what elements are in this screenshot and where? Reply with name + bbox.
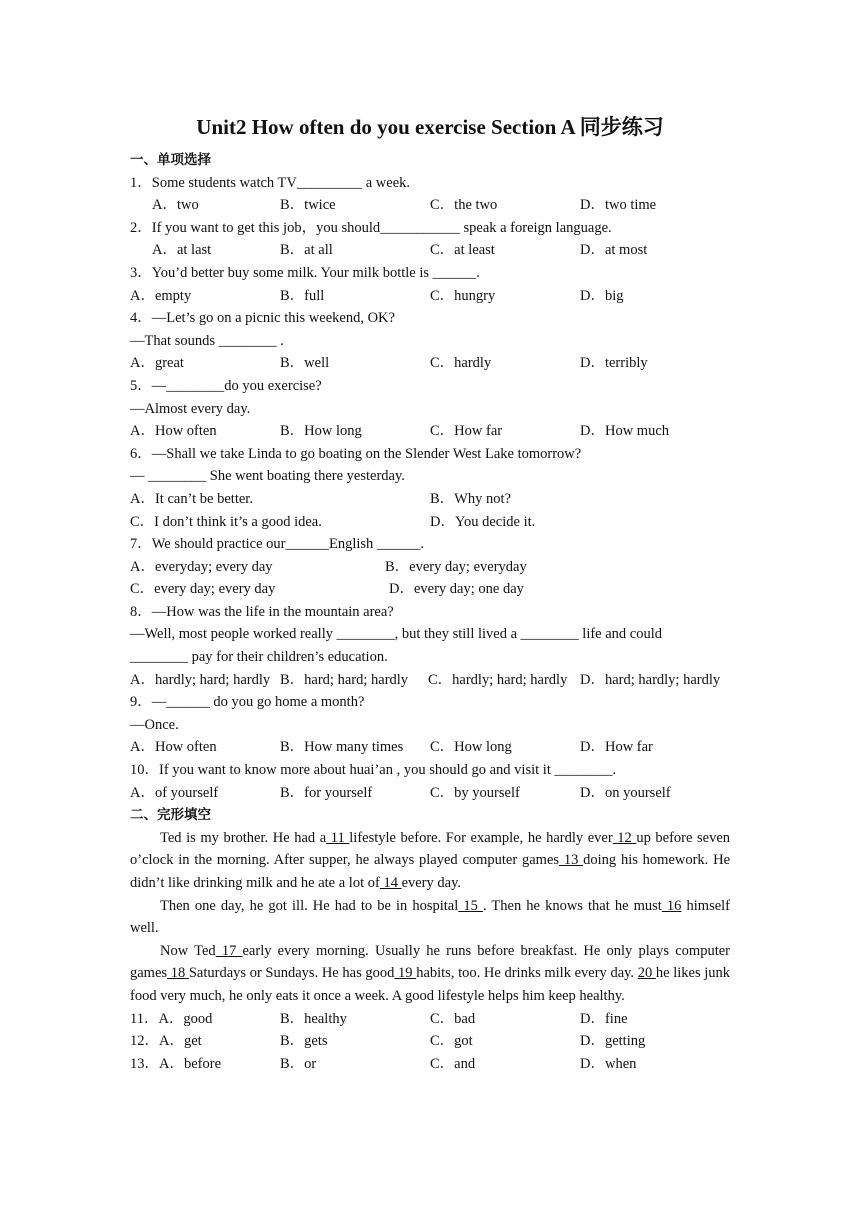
passage-text: Ted is my brother. He had a [160, 829, 327, 846]
option: A．empty [130, 287, 192, 304]
option: B．at all [280, 242, 333, 259]
blank-18: 18 [167, 965, 189, 982]
question-7-options-row2 [130, 578, 730, 601]
question-9-response: —Once. [130, 716, 179, 733]
page-title: Unit2 How often do you exercise Section A 同步练习 [196, 115, 664, 139]
document-body [130, 149, 730, 1075]
option: C．every day; every day [130, 581, 276, 598]
question-6-options-row1 [130, 488, 730, 511]
blank-16: 16 [661, 897, 682, 914]
option: C．hardly; hard; hardly [428, 671, 568, 688]
question-2-options [130, 239, 730, 262]
option: D．How far [580, 739, 653, 756]
cloze-paragraph-3 [130, 940, 730, 1008]
passage-text: habits, too. He drinks milk every day. [416, 965, 638, 982]
option: B．twice [280, 197, 336, 214]
blank-12: 12 [612, 829, 637, 846]
option: C．How far [430, 423, 503, 440]
option: D．when [580, 1055, 637, 1072]
option: D．getting [580, 1033, 646, 1050]
option: D．hard; hardly; hardly [580, 671, 721, 688]
option: B．for yourself [280, 784, 373, 801]
blank-20: 20 [637, 965, 656, 982]
question-6-response: — ________ She went boating there yesterday. [130, 468, 405, 485]
option: B．How long [280, 423, 362, 440]
question-4-response: —That sounds ________ . [130, 332, 284, 349]
option: 13．A．before [130, 1055, 222, 1072]
question-4-options [130, 352, 730, 375]
option: A．hardly; hard; hardly [130, 671, 271, 688]
option: B．every day; everyday [385, 558, 527, 575]
option: D．on yourself [580, 784, 671, 801]
passage-text: doing his homework. He didn’t like drinking milk and he ate a lot of [130, 852, 731, 891]
question-7-stem: 7．We should practice our______English ______. [130, 536, 425, 553]
option: C．I don’t think it’s a good idea. [130, 513, 322, 530]
option: C．bad [430, 1010, 476, 1027]
passage-text: early every morning. Usually he runs before breakfast. He only plays computer games [130, 942, 730, 982]
passage-text: . Then he knows that he must [482, 897, 662, 914]
blank-13: 13 [559, 852, 584, 869]
option: C．hungry [430, 287, 496, 304]
blank-17: 17 [215, 942, 243, 959]
blank-11: 11 [326, 829, 350, 846]
passage-text: he likes junk food very much, he only eats it once a week. A good lifestyle helps him keep healthy. [130, 965, 731, 1004]
option: B．well [280, 355, 330, 372]
option: A．How often [130, 423, 217, 440]
question-5-response: —Almost every day. [130, 400, 251, 417]
option: A．It can’t be better. [130, 490, 253, 507]
option: B．Why not? [430, 490, 511, 507]
passage-text: lifestyle before. For example, he hardly ever [349, 829, 613, 846]
option: B．full [280, 287, 325, 304]
blank-14: 14 [379, 875, 402, 891]
option: A．at last [152, 242, 212, 259]
question-5-stem: 5．—________do you exercise? [130, 377, 322, 394]
question-8-response-cont: ________ pay for their children’s education. [130, 649, 388, 666]
option: D．two time [580, 197, 657, 214]
option: 12．A．get [130, 1033, 202, 1050]
option: D．at most [580, 242, 648, 259]
question-4-stem: 4．—Let’s go on a picnic this weekend, OK? [130, 310, 395, 327]
passage-text: Now Ted [160, 942, 216, 959]
passage-text: up before seven o’clock in the morning. After supper, he always played computer games [130, 829, 731, 869]
question-3-options [130, 285, 730, 308]
passage-text: Saturdays or Sundays. He has good [188, 965, 395, 982]
question-13-options [130, 1053, 730, 1076]
blank-15: 15 [458, 897, 483, 914]
option: B．gets [280, 1033, 328, 1050]
option: C．hardly [430, 355, 492, 372]
question-7-options-row1 [130, 556, 730, 579]
section-heading-cloze: 二、完形填空 [130, 807, 211, 824]
option: C．How long [430, 739, 512, 756]
passage-text: himself well. [130, 897, 731, 937]
section-heading-multiple-choice: 一、单项选择 [130, 152, 211, 168]
question-8-stem: 8．—How was the life in the mountain area? [130, 603, 394, 620]
question-8-response: —Well, most people worked really ________, but they still lived a ________ life and could [130, 626, 663, 643]
option: B．How many times [280, 739, 404, 756]
option: A．two [152, 197, 199, 214]
cloze-paragraph-1 [130, 827, 730, 895]
blank-19: 19 [394, 965, 417, 982]
option: D．You decide it. [430, 513, 536, 530]
option: A．How often [130, 739, 217, 756]
passage-text: every day. [401, 875, 462, 891]
question-3-stem: 3．You’d better buy some milk. Your milk bottle is ______. [130, 264, 480, 281]
option: D．fine [580, 1010, 628, 1027]
question-2-stem: 2．If you want to get this job，you should___________ speak a foreign language. [130, 219, 612, 236]
passage-text: Then one day, he got ill. He had to be in hospital [160, 897, 459, 914]
question-6-options-row2 [130, 511, 730, 534]
option: C．and [430, 1055, 476, 1072]
option: A．great [130, 355, 184, 372]
question-12-options [130, 1030, 730, 1053]
option: D．every day; one day [389, 581, 524, 598]
option: C．the two [430, 197, 498, 214]
option: A．everyday; every day [130, 558, 273, 575]
option: C．got [430, 1033, 473, 1050]
option: 11．A．good [130, 1010, 213, 1027]
question-9-stem: 9．—______ do you go home a month? [130, 694, 365, 711]
question-8-options [130, 669, 730, 692]
option: B．healthy [280, 1010, 347, 1027]
option: C．at least [430, 242, 495, 259]
option: D．big [580, 287, 624, 304]
question-1-options [130, 194, 730, 217]
question-1-stem: 1．Some students watch TV_________ a week. [130, 174, 411, 191]
question-9-options [130, 736, 730, 759]
question-6-stem: 6．—Shall we take Linda to go boating on the Slender West Lake tomorrow? [130, 445, 582, 462]
option: B．or [280, 1055, 317, 1072]
question-10-stem: 10．If you want to know more about huai’an , you should go and visit it ________. [130, 762, 617, 779]
option: C．by yourself [430, 784, 520, 801]
option: A．of yourself [130, 784, 219, 801]
option: D．terribly [580, 355, 648, 372]
question-5-options [130, 420, 730, 443]
question-10-options [130, 782, 730, 805]
option: B．hard; hard; hardly [280, 671, 409, 688]
cloze-paragraph-2 [130, 895, 730, 940]
question-11-options [130, 1008, 730, 1031]
option: D．How much [580, 423, 670, 440]
